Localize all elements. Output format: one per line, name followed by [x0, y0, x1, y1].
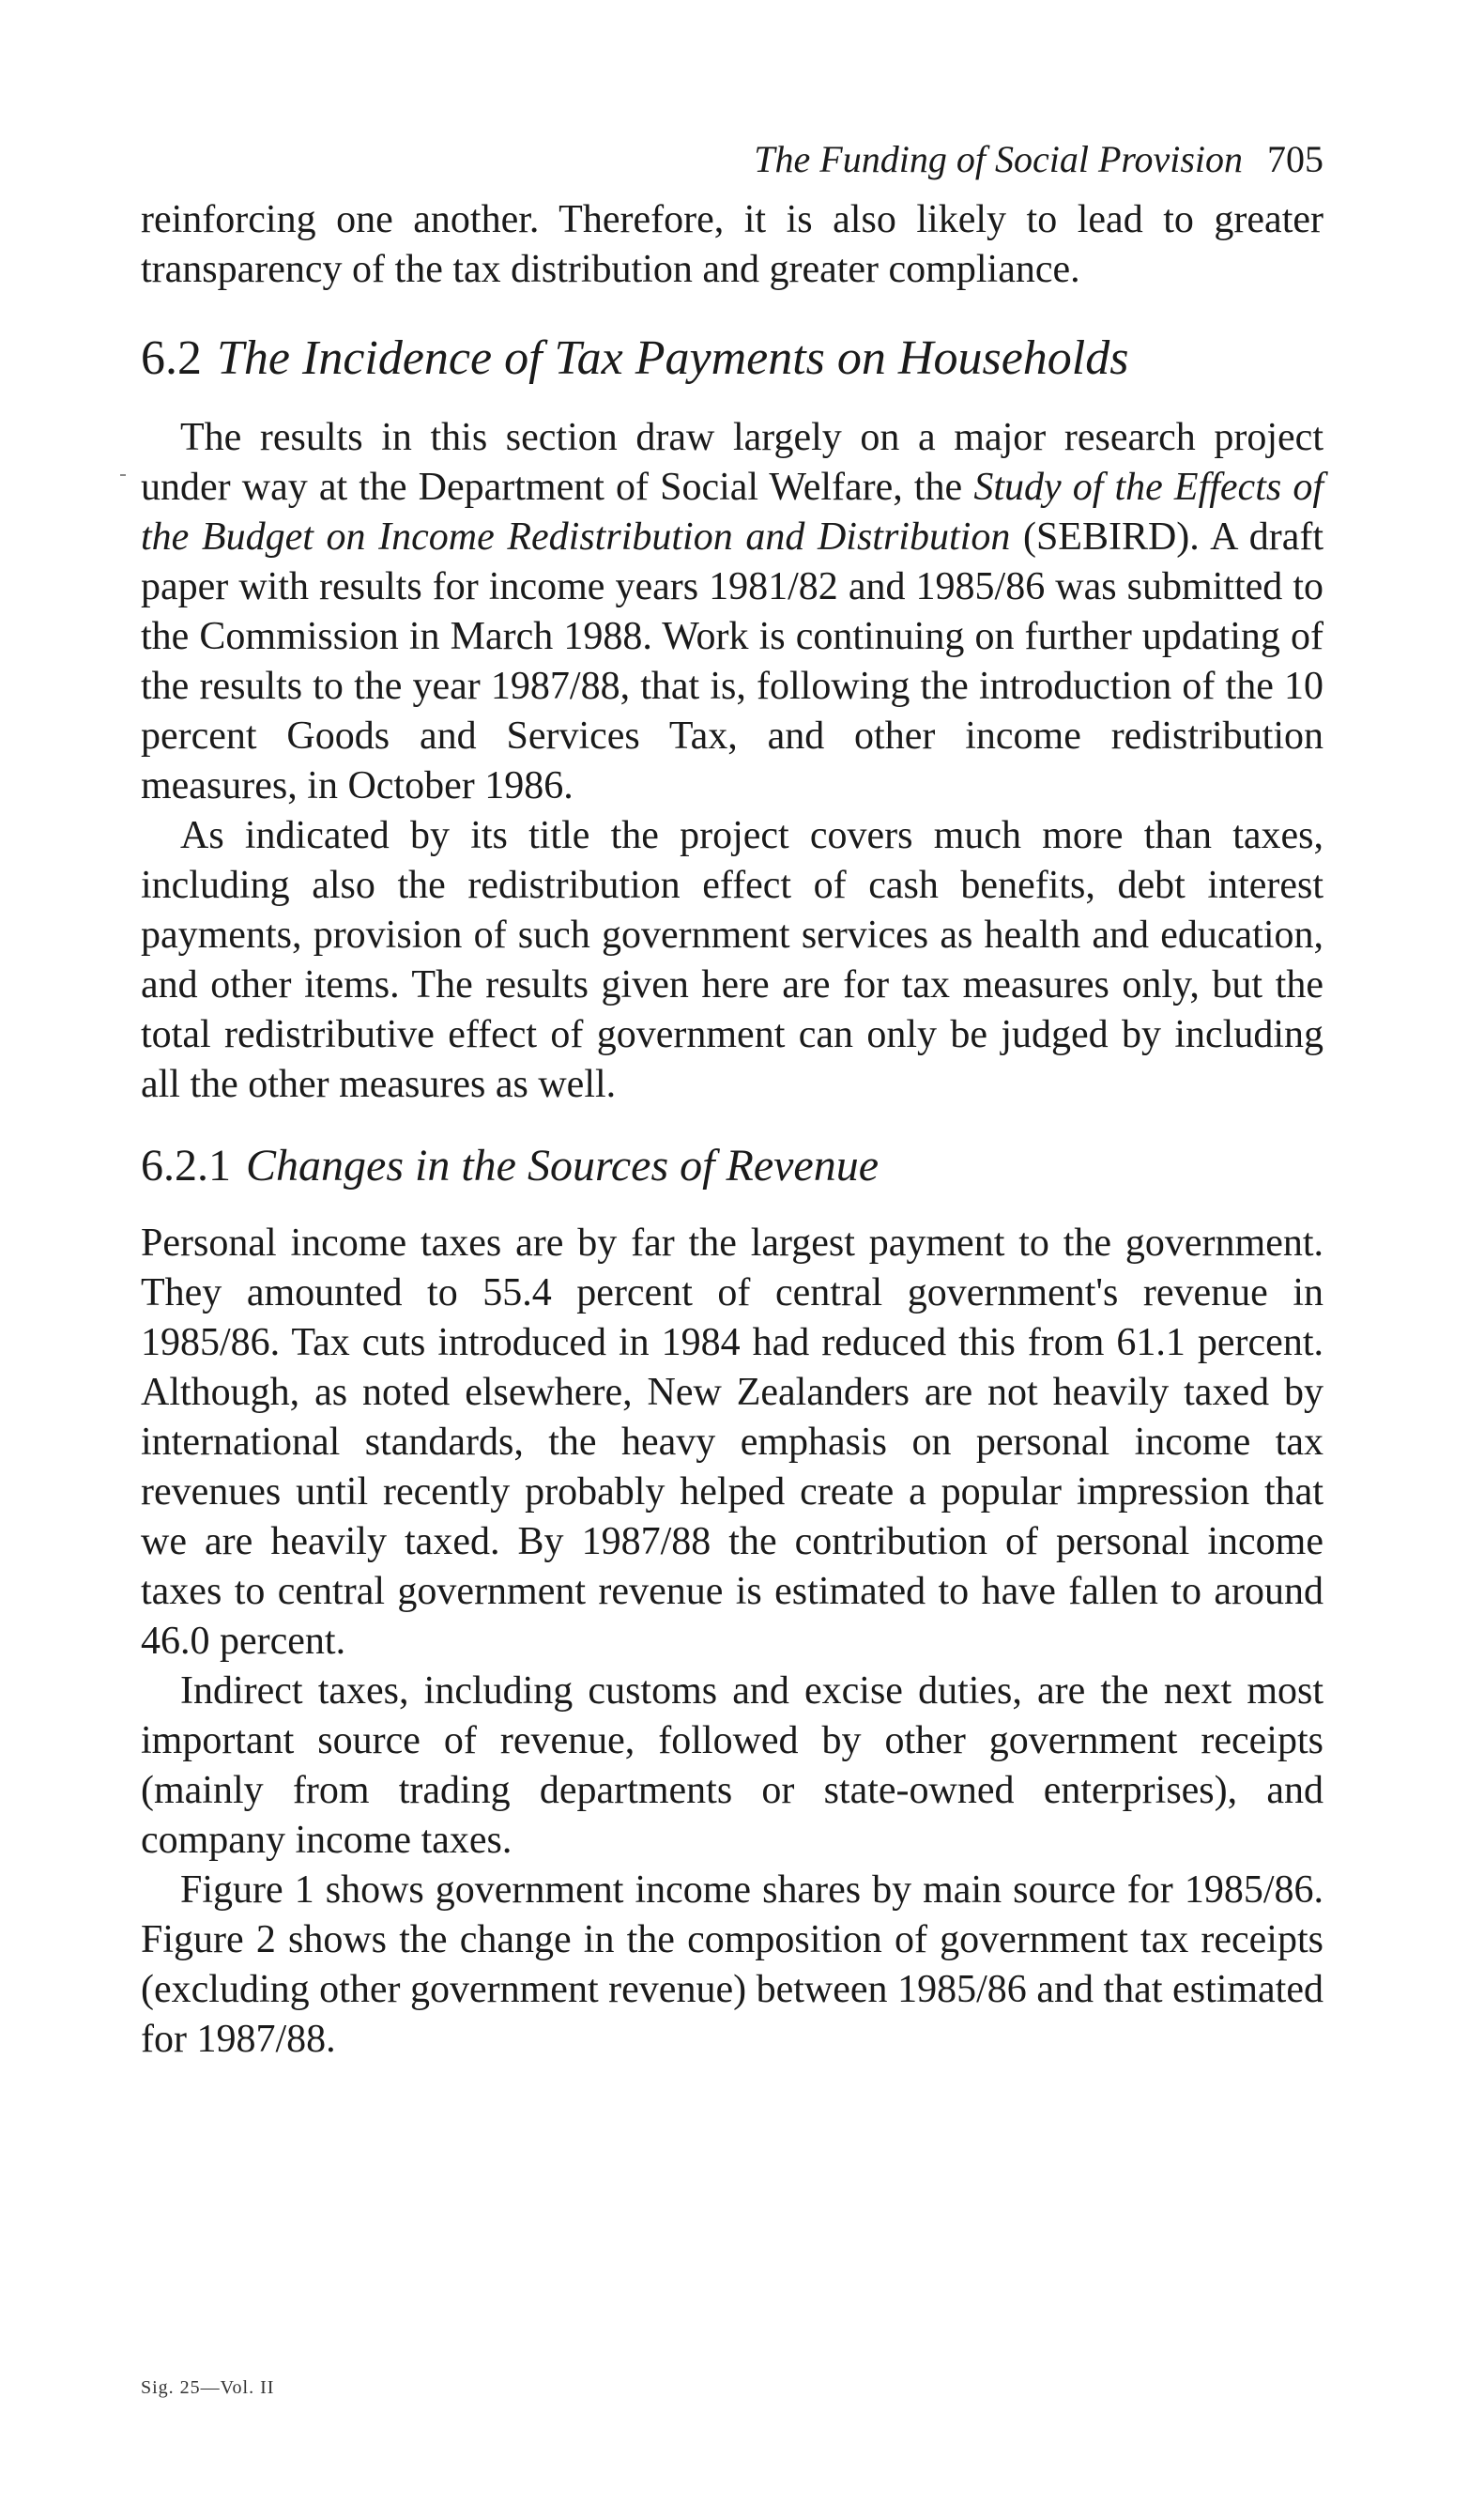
subsection-title: Changes in the Sources of Revenue	[246, 1141, 880, 1191]
page-number: 705	[1267, 138, 1323, 180]
paragraph-indirect-taxes: Indirect taxes, including customs and excise duties, are the next most important source of revenue, followed by other government receipts (mainly from trading departments or state-owned enterprises), and company income taxes.	[141, 1669, 1323, 1862]
section-title: The Incidence of Tax Payments on Households	[217, 331, 1129, 385]
paragraph-sebird	[141, 413, 1323, 811]
paragraph-text: The results in this section draw largely on a major research project under way at the Department of Social Welfare, the	[141, 416, 1323, 509]
subsection-number: 6.2.1	[141, 1141, 231, 1191]
paragraph-figures: Figure 1 shows government income shares by main source for 1985/86. Figure 2 shows the change in the composition of government tax receipts (excluding other government revenue) between 1985/86 and that estimated for 1987/88.	[141, 1868, 1323, 2061]
running-head	[141, 131, 1323, 188]
section-heading-6-2	[141, 329, 1323, 389]
section-heading-6-2-1	[141, 1138, 1323, 1194]
continuation-paragraph: reinforcing one another. Therefore, it is also likely to lead to greater transparency of the tax distribution and greater compliance.	[141, 198, 1323, 291]
paragraph-personal-income-taxes: Personal income taxes are by far the largest payment to the government. They amounted to 55.4 percent of central government's revenue in 1985/86. Tax cuts introduced in 1984 had reduced this from 61.1 percent. Although, as noted elsewhere, New Zealanders are not heavily taxed by international standards, the heavy emphasis on personal income tax revenues until recently probably helped create a popular impression that we are heavily taxed. By 1987/88 the contribution of personal income taxes to central government revenue is estimated to have fallen to around 46.0 percent.	[141, 1222, 1323, 1663]
section-number: 6.2	[141, 331, 202, 385]
signature-mark: Sig. 25—Vol. II	[141, 2377, 275, 2398]
study-title: Study of the Effects of the Budget on Income Redistribution and Distribution	[141, 466, 1323, 559]
running-title: The Funding of Social Provision	[754, 138, 1243, 180]
document-page	[141, 131, 1323, 2065]
paragraph-text: (SEBIRD). A draft paper with results for income years 1981/82 and 1985/86 was submitted to the Commission in March 1988. Work is continuing on further updating of the results to the year 1987/88, that is, following the introduction of the 10 percent Goods and Services Tax, and other income redistribution measures, in October 1986.	[141, 515, 1324, 807]
margin-mark	[120, 474, 126, 476]
paragraph-project-scope: As indicated by its title the project covers much more than taxes, including also the redistribution effect of cash benefits, debt interest payments, provision of such government services as health and education, and other items. The results given here are for tax measures only, but the total redistributive effect of government can only be judged by including all the other measures as well.	[141, 814, 1323, 1106]
